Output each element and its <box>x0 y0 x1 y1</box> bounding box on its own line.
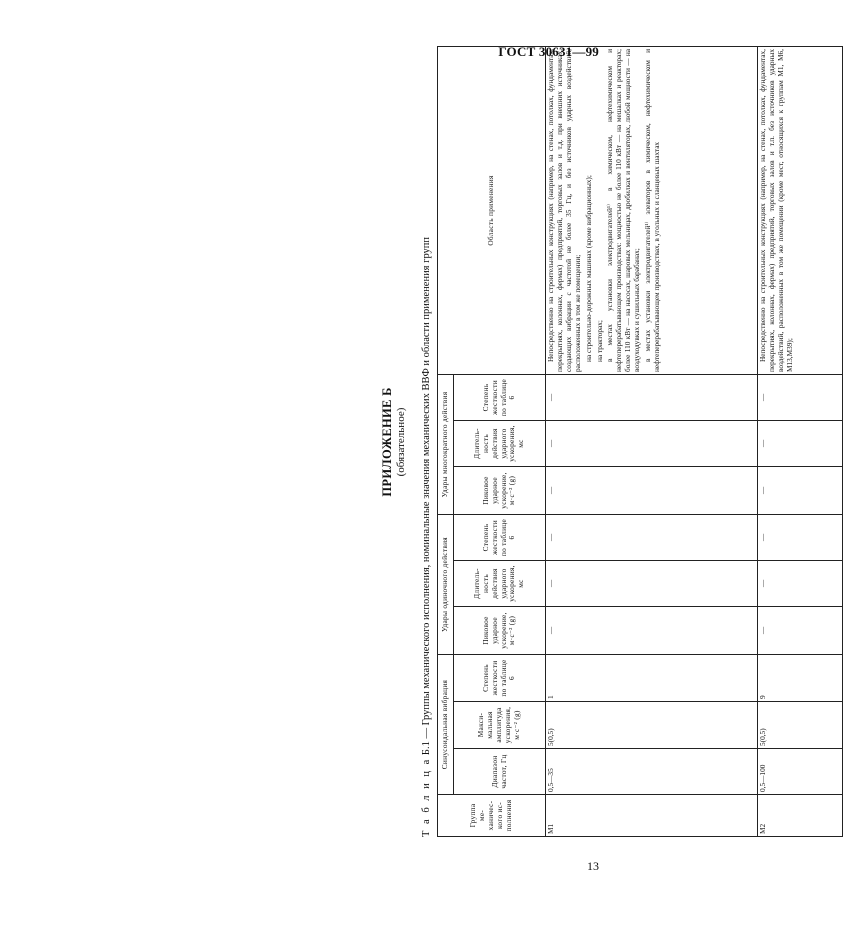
cell-single-duration: — <box>546 561 758 607</box>
table-row <box>546 47 758 837</box>
header-single-duration: Длитель-ность действия ударного ускорения, мс <box>454 561 546 607</box>
area-paragraph: в местах установки электродвигателей¹⁾ элеваторов в химическом, нефтехимическом и нефтеперерабатывающем производствах, в угольных и сланцевых шахтах <box>643 49 661 372</box>
cell-multi-duration: — <box>546 421 758 467</box>
cell-single-severity: — <box>758 515 843 561</box>
cell-group: M1 <box>546 795 758 837</box>
cell-group: M2 <box>758 795 843 837</box>
area-paragraph: в местах установки электродвигателей¹⁾ в химическом, нефтехимическом и нефтеперерабатывающем производствах: мощностью не более 110 кВт — на мешалках и реакторах; более 110 кВт — на насосах, шаровых мельницах, дробилках и вентиляторах, любой мощности — на воздуходувках и сушильных барабанах; <box>605 49 642 372</box>
cell-multi-severity: — <box>758 375 843 421</box>
header-multi-shock: Удары многократного действия <box>438 375 454 515</box>
header-multi-severity: Степень жесткости по таблице 6 <box>454 375 546 421</box>
header-single-shock: Удары одиночного действия <box>438 515 454 655</box>
cell-freq-range: 0,5—100 <box>758 749 843 795</box>
header-multi-duration: Длитель-ность действия ударного ускорения, мс <box>454 421 546 467</box>
cell-area <box>758 47 843 375</box>
area-paragraph: Непосредственно на строительных конструкциях (например, на стенах, потолках, фундаментах, перекрытиях, колоннах, фермах) предприятий, торговых залов и т.д. при внешних источниках, создающих вибрации с частотой не более 35 Гц, и без источников ударных воздействий, расположенных в том же помещении; <box>546 49 582 372</box>
header-single-peak: Пиковое ударное ускорение, м·с⁻² (g) <box>454 607 546 655</box>
groups-table <box>437 46 843 837</box>
cell-multi-peak: — <box>546 467 758 515</box>
header-group: Группа ме-ханичес-кого ис-полнения <box>438 795 546 837</box>
cell-single-duration: — <box>758 561 843 607</box>
appendix-title: ПРИЛОЖЕНИЕ Б <box>380 387 394 497</box>
header-area: Область применения <box>438 47 546 375</box>
cell-freq-range: 0,5—35 <box>546 749 758 795</box>
cell-max-amplitude: 5(0,5) <box>758 702 843 749</box>
caption-prefix: Т а б л и ц а <box>421 757 432 837</box>
header-multi-peak: Пиковое ударное ускорение, м·с⁻² (g) <box>454 467 546 515</box>
caption-number: Б.1 <box>421 741 432 756</box>
page-number: 13 <box>587 859 599 873</box>
standard-number: ГОСТ 30631—99 <box>498 44 599 59</box>
cell-max-amplitude: 5(0,5) <box>546 702 758 749</box>
header-max-amplitude: Макси-мальная амплитуда ускорения, м·с⁻² (g) <box>454 702 546 749</box>
cell-multi-severity: — <box>546 375 758 421</box>
cell-multi-duration: — <box>758 421 843 467</box>
table-caption <box>421 47 437 837</box>
caption-text: — Группы механического исполнения, номинальные значения механических ВВФ и области применения групп <box>421 236 432 742</box>
area-paragraph: на строительно-дорожных машинах (кроме вибрационных); <box>583 175 593 362</box>
header-sine-vibration: Синусоидальная вибрация <box>438 655 454 795</box>
cell-sine-severity: 1 <box>546 655 758 702</box>
cell-single-peak: — <box>546 607 758 655</box>
cell-single-peak: — <box>758 607 843 655</box>
cell-single-severity: — <box>546 515 758 561</box>
cell-area <box>546 47 758 375</box>
cell-multi-peak: — <box>758 467 843 515</box>
area-paragraph: на тракторах; <box>594 320 604 362</box>
header-freq-range: Диапазон частот, Гц <box>454 749 546 795</box>
rotated-landscape-content <box>105 47 794 837</box>
appendix-status: (обязательное) <box>395 407 407 477</box>
area-paragraph: Непосредственно на строительных конструкциях (например, на стенах, потолках, фундаментах, перекрытиях, колоннах, фермах) предприятий, торговых залов и т.п. без источников ударных воздействий, расположенных в том же помещении (кроме мест, относящихся к группам М1, М6, М13,М39); <box>758 49 794 372</box>
cell-sine-severity: 9 <box>758 655 843 702</box>
header-sine-severity: Степень жесткости по таблице 6 <box>454 655 546 702</box>
header-single-severity: Степень жесткости по таблице 6 <box>454 515 546 561</box>
table-row <box>758 47 843 837</box>
